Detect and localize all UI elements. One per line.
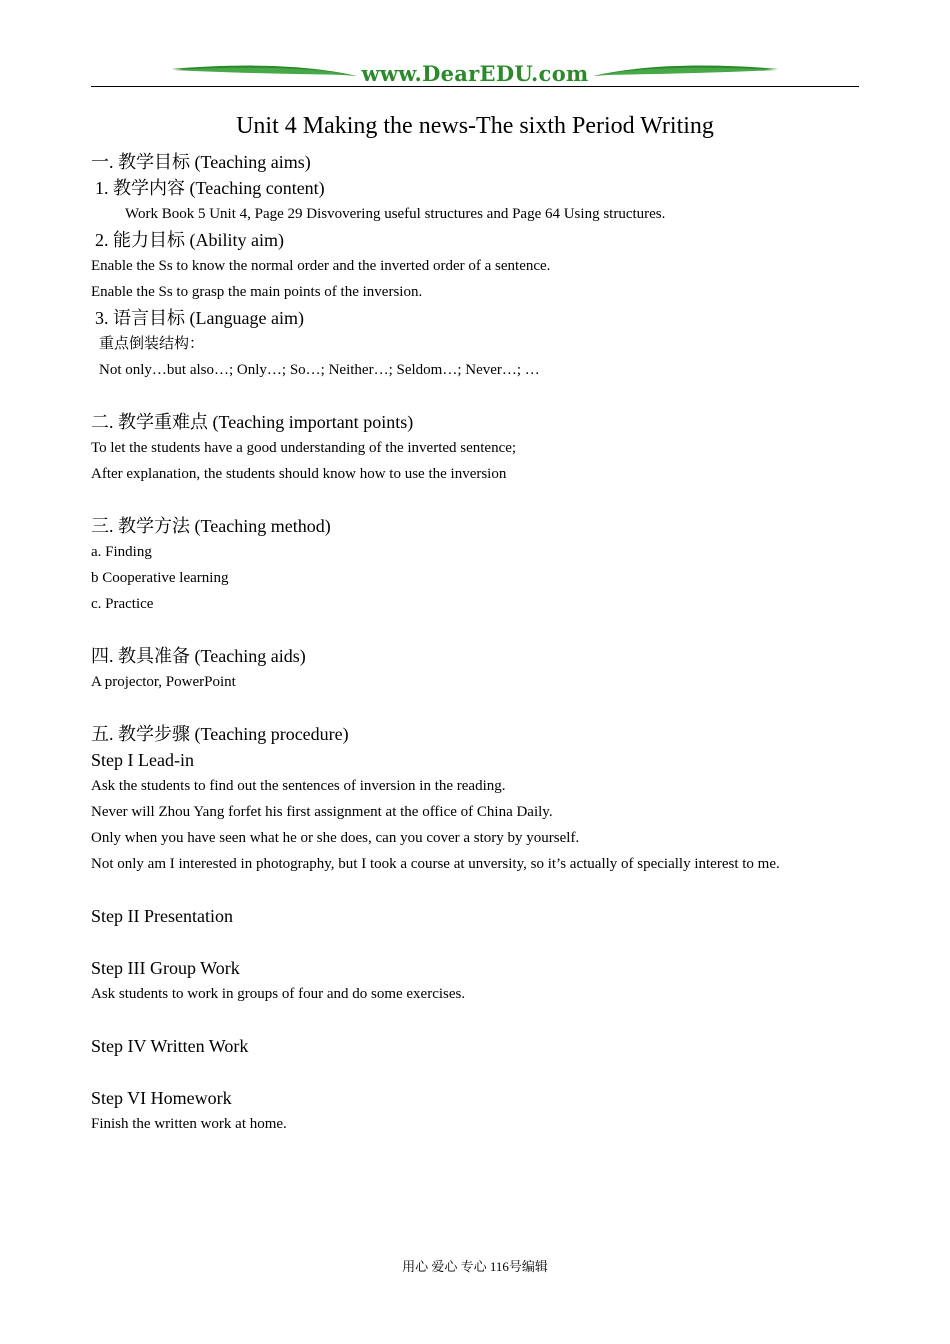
lead-in-line: Never will Zhou Yang forfet his first assignment at the office of China Daily. [91, 804, 553, 820]
page-header [91, 60, 859, 90]
document-title: Unit 4 Making the news-The sixth Period Writing [236, 113, 714, 139]
teaching-method-item: a. Finding [91, 544, 152, 560]
teaching-method-item: c. Practice [91, 596, 154, 612]
important-points-heading: 二. 教学重难点 (Teaching important points) [91, 412, 414, 432]
lead-in-line: Ask the students to find out the sentences of inversion in the reading. [91, 778, 506, 794]
language-aim-heading: 3. 语言目标 (Language aim) [95, 308, 304, 328]
step-homework-title: Step VI Homework [91, 1088, 232, 1108]
page-footer: 用心 爱心 专心 116号编辑 [402, 1259, 548, 1274]
document-body [91, 109, 859, 1137]
teaching-aids-heading: 四. 教具准备 (Teaching aids) [91, 646, 306, 666]
ability-aim-line: Enable the Ss to know the normal order and the inverted order of a sentence. [91, 258, 551, 274]
language-aim-structures: Not only…but also…; Only…; So…; Neither…; Seldom…; Never…; … [99, 362, 540, 378]
important-points-line: After explanation, the students should know how to use the inversion [91, 466, 507, 482]
teaching-procedure-heading: 五. 教学步骤 (Teaching procedure) [91, 724, 349, 744]
language-aim-label: 重点倒装结构： [99, 336, 205, 352]
teaching-content-text: Work Book 5 Unit 4, Page 29 Disvovering useful structures and Page 64 Using structures. [125, 206, 666, 222]
group-work-text: Ask students to work in groups of four and do some exercises. [91, 986, 466, 1002]
teaching-method-item: b Cooperative learning [91, 570, 229, 586]
site-logo [171, 60, 779, 86]
teaching-aids-text: A projector, PowerPoint [91, 674, 236, 690]
step-presentation-title: Step II Presentation [91, 906, 233, 926]
homework-text: Finish the written work at home. [91, 1116, 287, 1132]
spacer [91, 695, 859, 721]
spacer [91, 1059, 859, 1085]
spacer [91, 383, 859, 409]
ability-aim-line: Enable the Ss to grasp the main points of the inversion. [91, 284, 423, 300]
lead-in-line: Not only am I interested in photography, but I took a course at unversity, so it’s actually of specially interest to me. [91, 856, 780, 872]
logo-text: www.DearEDU.com [361, 61, 589, 86]
aims-heading: 一. 教学目标 (Teaching aims) [91, 152, 311, 172]
spacer [91, 1007, 859, 1033]
ability-aim-heading: 2. 能力目标 (Ability aim) [95, 230, 284, 250]
spacer [91, 929, 859, 955]
teaching-method-heading: 三. 教学方法 (Teaching method) [91, 516, 331, 536]
spacer [91, 487, 859, 513]
spacer [91, 617, 859, 643]
step-written-work-title: Step IV Written Work [91, 1036, 249, 1056]
teaching-content-heading: 1. 教学内容 (Teaching content) [95, 178, 325, 198]
header-rule [91, 86, 859, 87]
step-lead-in-title: Step I Lead-in [91, 750, 194, 770]
step-group-work-title: Step III Group Work [91, 958, 240, 978]
lead-in-line: Only when you have seen what he or she does, can you cover a story by yourself. [91, 830, 580, 846]
important-points-line: To let the students have a good understanding of the inverted sentence; [91, 440, 517, 456]
spacer [91, 877, 859, 903]
